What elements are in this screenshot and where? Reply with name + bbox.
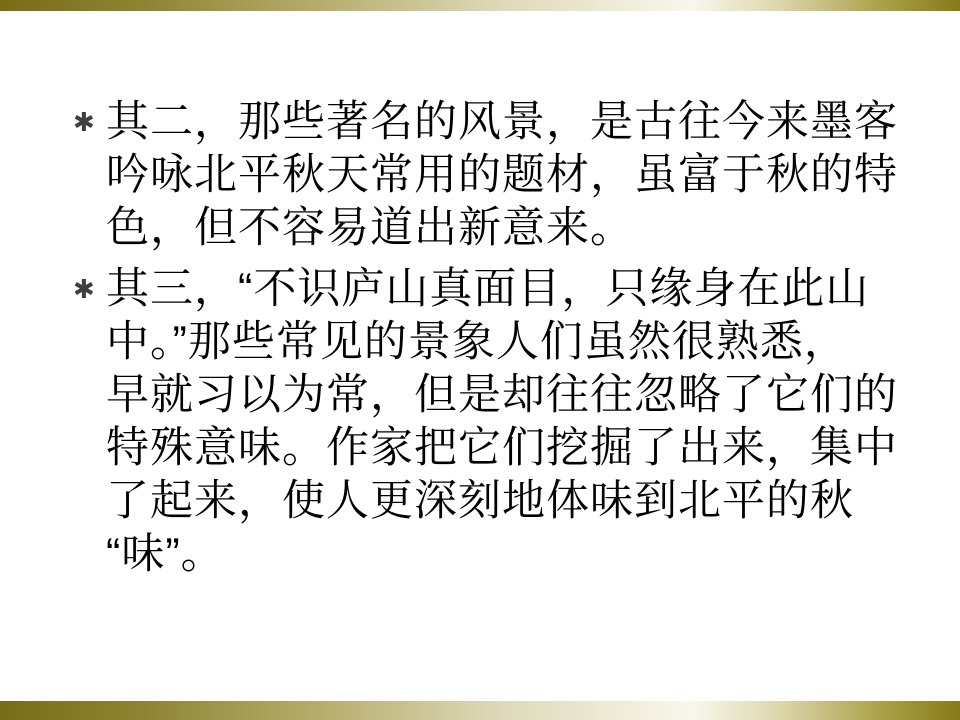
bullet-item-1-text [106,96,930,255]
slide-bottom-border [0,701,960,720]
text-line: “味”。 [106,530,225,578]
asterisk-bullet-icon: ✱ [73,107,96,137]
slide-text-block [73,96,930,581]
text-line: 其三，“不识庐山真面目，只缘身在此山 [106,265,870,313]
text-line: 中。”那些常见的景象人们虽然很熟悉， [106,318,848,366]
bullet-item-2-text [106,263,930,581]
text-line: 特殊意味。作家把它们挖掘了出来，集中 [106,424,898,472]
text-line: 吟咏北平秋天常用的题材，虽富于秋的特 [106,151,898,199]
text-line: 色，但不容易道出新意来。 [106,204,634,252]
text-line: 其二，那些著名的风景，是古往今来墨客 [106,98,898,146]
bullet-item-2 [73,263,930,581]
slide-top-border [0,0,960,11]
bullet-item-1 [73,96,930,255]
asterisk-bullet-icon: ✱ [73,274,96,304]
text-line: 了起来，使人更深刻地体味到北平的秋 [106,477,854,525]
text-line: 早就习以为常，但是却往往忽略了它们的 [106,371,898,419]
